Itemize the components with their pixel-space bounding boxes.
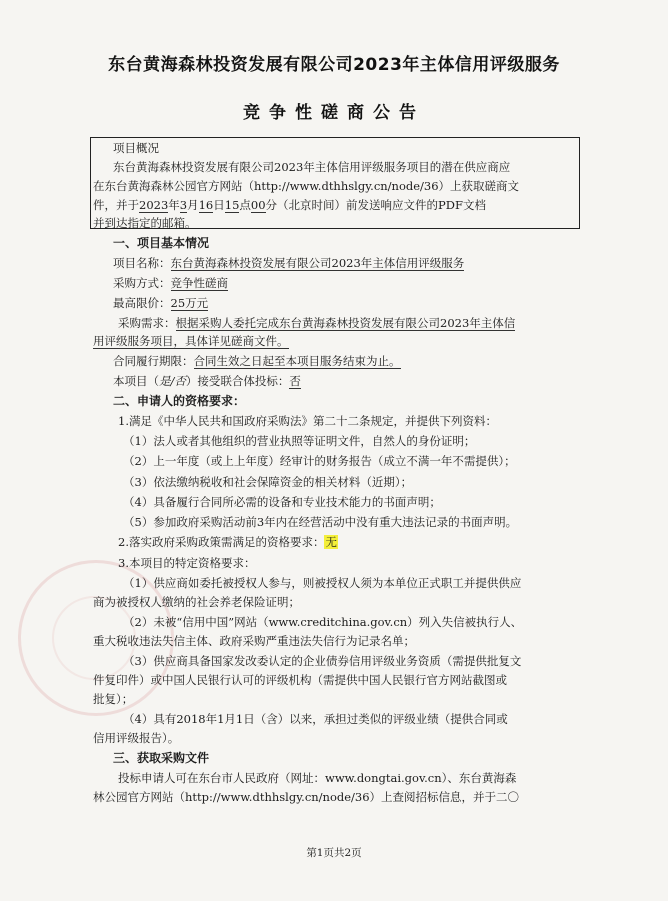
- procurement-method-label: 采购方式：: [113, 276, 171, 290]
- consortium-paren: 是/否: [159, 374, 186, 388]
- qualification-item-1: （1）法人或者其他组织的营业执照等证明文件，自然人的身份证明；: [123, 434, 476, 448]
- consortium-mid: ）接受联合体投标：: [185, 374, 290, 388]
- deadline-hour: 15: [224, 198, 240, 212]
- deadline-month-unit: 月: [187, 198, 199, 212]
- specific-req-line-8: （4）具有2018年1月1日（含）以来，承担过类似的评级业绩（提供合同或: [123, 712, 508, 726]
- qualification-item-3: （3）依法缴纳税收和社会保障资金的相关材料（近期）；: [123, 475, 413, 489]
- overview-line-3: [93, 198, 486, 212]
- policy-requirement-row: [118, 535, 338, 549]
- procurement-method-value: 竞争性磋商: [170, 276, 228, 290]
- specific-req-line-1: （1）供应商如委托被授权人参与，则被授权人须为本单位正式职工并提供供应: [123, 576, 522, 590]
- policy-requirement-value: 无: [325, 535, 337, 549]
- section-3-heading: 三、获取采购文件: [113, 751, 210, 765]
- specific-req-line-2: 商为被授权人缴纳的社会养老保险证明；: [93, 595, 300, 609]
- qualification-item-5: （5）参加政府采购活动前3年内在经营活动中没有重大违法记录的书面声明。: [123, 515, 518, 529]
- demand-label: 采购需求：: [118, 316, 176, 330]
- qualification-item-4: （4）具备履行合同所必需的设备和专业技术能力的书面声明；: [123, 495, 441, 509]
- deadline-day: 16: [198, 198, 214, 212]
- contract-period-value: 合同生效之日起至本项目服务结束为止。: [193, 354, 401, 368]
- specific-req-line-4: 重大税收违法失信主体、政府采购严重违法失信行为记录名单；: [93, 634, 415, 648]
- qualification-p1: 1.满足《中华人民共和国政府采购法》第二十二条规定，并提供下列资料：: [118, 414, 497, 428]
- consortium-prefix: 本项目（: [113, 374, 159, 388]
- consortium-row: [113, 374, 301, 388]
- deadline-minute: 00: [250, 198, 266, 212]
- overview-line-3-prefix: 件，并于: [93, 198, 139, 212]
- contract-period-label: 合同履行期限：: [113, 354, 194, 368]
- deadline-year-unit: 年: [168, 198, 180, 212]
- qualification-item-2: （2）上一年度（或上上年度）经审计的财务报告（成立不满一年不需提供）；: [123, 454, 516, 468]
- demand-value-1: 根据采购人委托完成东台黄海森林投资发展有限公司2023年主体信: [175, 316, 516, 330]
- deadline-hour-unit: 点: [239, 198, 251, 212]
- page-footer: 第1页共2页: [306, 847, 362, 859]
- project-name-value: 东台黄海森林投资发展有限公司2023年主体信用评级服务: [170, 256, 465, 270]
- section-3-line-2: 林公园官方网站（http://www.dthhslgy.cn/node/36）上查阅招标信息，并于二〇: [93, 790, 520, 804]
- overview-line-2: 在东台黄海森林公园官方网站（http://www.dthhslgy.cn/node/36）上获取磋商文: [93, 179, 520, 193]
- overview-line-4: 并到达指定的邮箱。: [93, 216, 197, 230]
- project-name-row: [113, 256, 464, 270]
- max-price-row: [113, 296, 208, 310]
- specific-req-line-7: 批复）；: [93, 692, 134, 706]
- overview-line-3-suffix: 分（北京时间）前发送响应文件的PDF文档: [265, 198, 486, 212]
- deadline-month: 3: [179, 198, 188, 212]
- overview-line-1: 东台黄海森林投资发展有限公司2023年主体信用评级服务项目的潜在供应商应: [113, 160, 511, 174]
- deadline-day-unit: 日: [213, 198, 225, 212]
- procurement-method-row: [113, 276, 228, 290]
- document-title: 东台黄海森林投资发展有限公司2023年主体信用评级服务: [108, 55, 560, 75]
- specific-req-line-3: （2）未被“信用中国”网站（www.creditchina.gov.cn）列入失信被执行人、: [123, 615, 523, 629]
- section-3-line-1: 投标申请人可在东台市人民政府（网址：www.dongtai.gov.cn）、东台黄海森: [118, 771, 517, 785]
- demand-row: [118, 316, 515, 330]
- document-subtitle: 竞争性磋商公告: [243, 103, 425, 123]
- consortium-value: 否: [289, 374, 301, 388]
- max-price-label: 最高限价：: [113, 296, 171, 310]
- deadline-year: 2023: [139, 198, 169, 212]
- demand-value-2: 用评级服务项目，具体详见磋商文件。: [93, 334, 289, 348]
- demand-row-2: [93, 334, 289, 348]
- max-price-value: 25万元: [170, 296, 209, 310]
- project-name-label: 项目名称：: [113, 256, 171, 270]
- section-2-heading: 二、申请人的资格要求：: [113, 394, 246, 408]
- contract-period-row: [113, 354, 401, 368]
- policy-requirement-label: 2.落实政府采购政策需满足的资格要求：: [118, 535, 325, 549]
- specific-req-line-9: 信用评级报告）。: [93, 731, 180, 745]
- specific-requirement-heading: 3.本项目的特定资格要求：: [118, 556, 256, 570]
- section-1-heading: 一、项目基本情况: [113, 236, 210, 250]
- specific-req-line-5: （3）供应商具备国家发改委认定的企业债券信用评级业务资质（需提供批复文: [123, 654, 522, 668]
- overview-heading: 项目概况: [113, 141, 159, 155]
- specific-req-line-6: 件复印件）或中国人民银行认可的评级机构（需提供中国人民银行官方网站截图或: [93, 673, 507, 687]
